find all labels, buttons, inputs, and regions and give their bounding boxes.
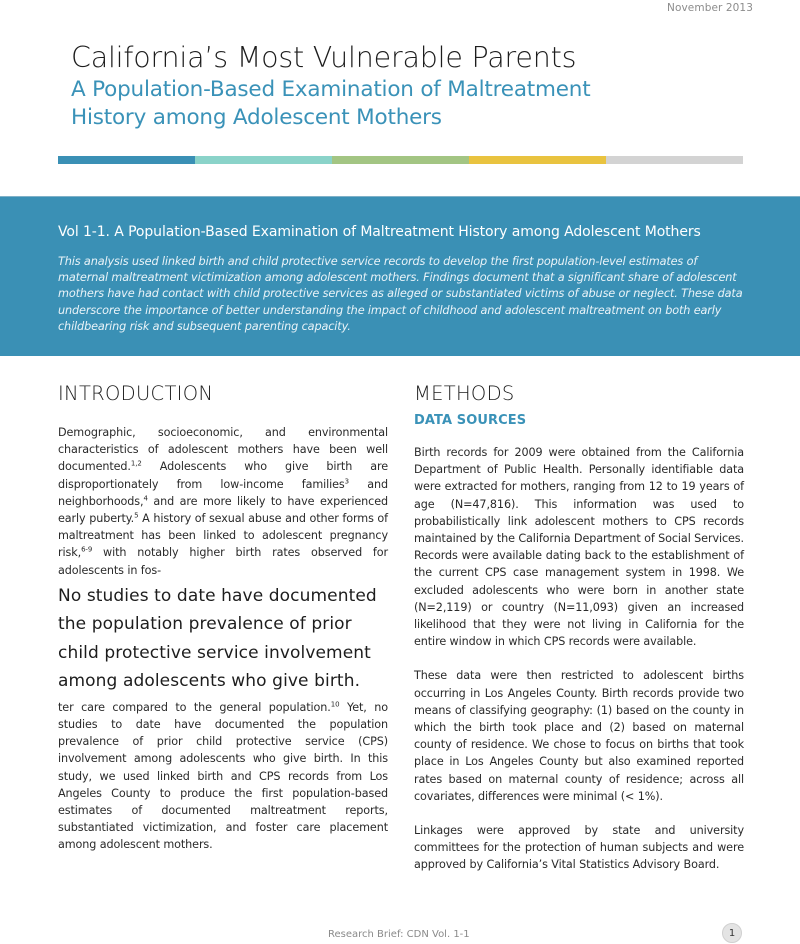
document-subtitle-line-2: History among Adolescent Mothers bbox=[71, 105, 442, 130]
text-span: Yet, no studies to date have documented the population prevalence of prior child protective service (CPS) involvement among adolescents who give birth. In this study, we used linked birth and CPS records from Los Angeles County to produce the first population-based estimates of documented maltreatment reports, substantiated victimization, and foster care placement among adolescent mothers. bbox=[58, 700, 388, 852]
methods-heading: METHODS bbox=[414, 382, 515, 405]
text-span: Adolescents who give birth are disproportionately from low-income families bbox=[58, 460, 388, 491]
methods-column bbox=[414, 380, 744, 874]
text-span: and neighborhoods, bbox=[58, 477, 388, 508]
color-bar-segment-green bbox=[332, 156, 469, 164]
publication-date: November 2013 bbox=[667, 2, 753, 14]
methods-paragraph-3: Linkages were approved by state and university committees for the protection of human subjects and were approved by California’s Vital Statistics Advisory Board. bbox=[414, 824, 744, 872]
color-bar-segment-yellow bbox=[469, 156, 606, 164]
citation-ref: 4 bbox=[143, 494, 148, 503]
banner-summary-text: This analysis used linked birth and child protective service records to develop the first population-level estimates of maternal maltreatment victimization among adolescent mothers. Findings document that a significant share of adolescent mothers have had contact with child protective services as alleged or substantiated victims of abuse or neglect. These data underscore the importance of better understanding the impact of childhood and adolescent maltreatment on both early childbearing risk and subsequent parenting capacity. bbox=[58, 255, 743, 333]
citation-ref: 1,2 bbox=[130, 459, 142, 468]
text-span: and are more likely to have experienced early puberty. bbox=[58, 494, 388, 526]
document-title: California’s Most Vulnerable Parents bbox=[71, 41, 577, 74]
title-block bbox=[71, 40, 751, 132]
color-bar-segment-gray bbox=[606, 156, 743, 164]
methods-paragraph-1: Birth records for 2009 were obtained from the California Department of Public Health. Personally identifiable data were extracted for mothers, ranging from 12 to 19 years of age (N=47,816). This information was used to probabilistically link adolescent mothers to CPS records maintained by the California Department of Social Services. Records were available dating back to the establishment of the current CPS case management system in 1998. We excluded adolescents who were born in another state (N=2,119) or country (N=11,093) given an increased likelihood that they were not living in California for the entire window in which CPS records were available. bbox=[414, 446, 744, 649]
footer-label: Research Brief: CDN Vol. 1-1 bbox=[328, 929, 470, 940]
text-span: A history of sexual abuse and other forms of maltreatment has been linked to adolescent pregnancy risk, bbox=[58, 512, 389, 560]
color-bar-segment-teal bbox=[195, 156, 332, 164]
introduction-paragraph-2 bbox=[58, 699, 388, 854]
introduction-heading: INTRODUCTION bbox=[58, 382, 214, 405]
introduction-column bbox=[58, 380, 388, 854]
citation-ref: 5 bbox=[134, 511, 139, 520]
citation-ref: 6-9 bbox=[81, 545, 93, 554]
banner-title: Vol 1-1. A Population-Based Examination of Maltreatment History among Adolescent Mothers bbox=[58, 224, 701, 240]
introduction-paragraph-1 bbox=[58, 424, 388, 579]
pull-quote: No studies to date have documented the population prevalence of prior child protective service involvement among adolescents who give birth. bbox=[58, 585, 377, 692]
text-span: Demographic, socioeconomic, and environmental characteristics of adolescent mothers have been well documented. bbox=[58, 426, 388, 474]
methods-paragraph-2: These data were then restricted to adolescent births occurring in Los Angeles County. Birth records provide two means of classifying geography: (1) based on the county in which the birth took place and (2) based on maternal county of residence. We chose to focus on births that took place in Los Angeles County but also examined reported rates based on maternal county of residence; across all covariates, differences were minimal (< 1%). bbox=[414, 669, 744, 803]
text-span: ter care compared to the general population. bbox=[58, 700, 331, 714]
data-sources-subheading: DATA SOURCES bbox=[414, 413, 527, 428]
decorative-color-bar bbox=[58, 156, 743, 164]
color-bar-segment-blue bbox=[58, 156, 195, 164]
page-number-badge: 1 bbox=[722, 923, 742, 943]
citation-ref: 3 bbox=[344, 476, 350, 485]
citation-ref: 10 bbox=[330, 700, 340, 709]
summary-banner bbox=[0, 196, 800, 356]
text-span: with notably higher birth rates observed for adolescents in fos- bbox=[58, 546, 388, 577]
document-subtitle-line-1: A Population-Based Examination of Maltreatment bbox=[71, 77, 591, 102]
